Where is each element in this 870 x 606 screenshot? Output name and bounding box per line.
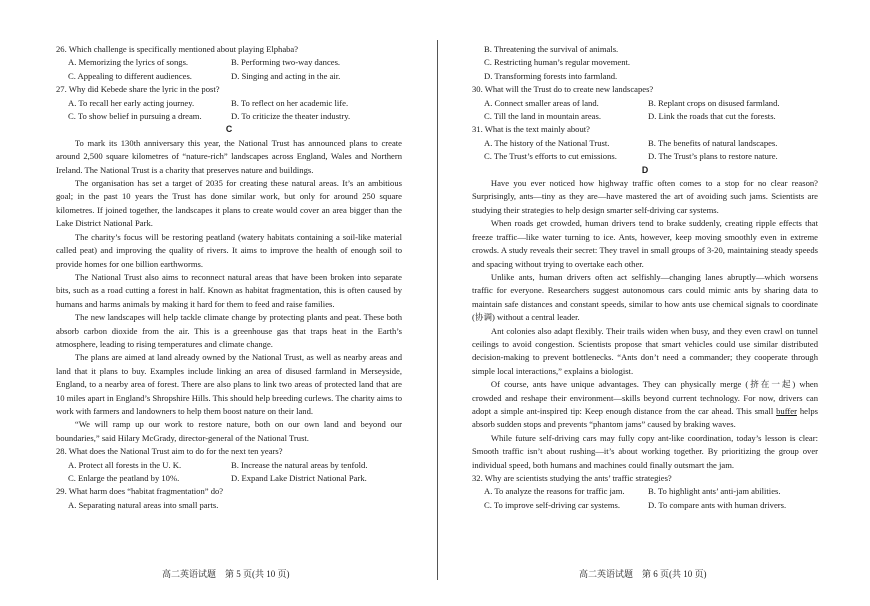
option-28-c: C. Enlarge the peatland by 10%.: [68, 473, 180, 483]
option-28-b: B. Increase the natural areas by tenfold.: [231, 459, 368, 470]
option-28-a: A. Protect all forests in the U. K.: [68, 459, 182, 470]
passage-d-paragraph-2: When roads get crowded, human drivers tend to brake suddenly, creating ripple effects that freeze traffic—like water turning to ice. Ants, however, keep moving smoothly even in extreme crowds. A study reveals their secret: They travel in small groups of 3-20, maintaining steady speeds and spacing without trying to overtake each other.: [472, 218, 818, 269]
passage-c-paragraph-6: The plans are aimed at land already owned by the National Trust, as well as nearby areas and land that it plans to buy. Examples include linking an area of disused farmland in Merseyside, England, to a nearby area of forest. There are also plans to link two areas of protected land that are 10 miles apart in England’s Shropshire Hills. This should help breeding curlews. The charity aims to work with farmers and landowners to help them boost nature on their land.: [56, 352, 402, 416]
passage-c-paragraph-1: To mark its 130th anniversary this year, the National Trust has announced plans to create around 2,500 square kilometres of “nature-rich” landscapes across England, Wales and Northern Ireland. The National Trust is a charity that preserves nature and buildings.: [56, 137, 402, 175]
question-27-options-row-2: [56, 110, 402, 123]
question-32-options-row-1: [472, 485, 818, 498]
question-31-options-row-1: [472, 137, 818, 150]
passage-d-paragraph-1: Have you ever noticed how highway traffic often comes to a stop for no clear reason? Surprisingly, ants—tiny as they are—have mastered the art of avoiding such jams. Scientists are studying their strategies to help design smarter self-driving car systems.: [472, 178, 818, 215]
question-29-stem: 29. What harm does “habitat fragmentation” do?: [56, 486, 224, 497]
question-30-options-row-1: [472, 97, 818, 110]
question-30-options-row-2: [472, 110, 818, 123]
question-29-option-d-row: [472, 70, 818, 83]
option-27-b: B. To reflect on her academic life.: [231, 97, 349, 108]
underlined-word-buffer: buffer: [776, 405, 797, 416]
option-31-a: A. The history of the National Trust.: [484, 137, 610, 148]
option-27-c: C. To show belief in pursuing a dream.: [68, 111, 202, 122]
option-30-a: A. Connect smaller areas of land.: [484, 97, 599, 108]
passage-c-paragraph-7: “We will ramp up our work to restore nature, both on our own land and beyond our boundaries,” said Hilary McGrady, director-general of the National Trust.: [56, 419, 402, 443]
section-label-c: C: [225, 124, 233, 135]
question-27-options-row-1: [56, 97, 402, 110]
option-29-d: D. Transforming forests into farmland.: [484, 70, 618, 81]
question-26-options-row-1: [56, 56, 402, 69]
option-29-b: B. Threatening the survival of animals.: [484, 44, 619, 54]
option-32-b: B. To highlight ants’ anti-jam abilities.: [648, 486, 781, 497]
option-27-d: D. To criticize the theater industry.: [231, 111, 351, 122]
question-27-stem: 27. Why did Kebede share the lyric in the post?: [56, 84, 220, 95]
question-32-stem: 32. Why are scientists studying the ants’ traffic strategies?: [472, 473, 672, 483]
option-26-c: C. Appealing to different audiences.: [68, 70, 192, 81]
question-29-option-b-row: [472, 43, 818, 56]
question-26-options-row-2: [56, 70, 402, 83]
question-26-stem: 26. Which challenge is specifically mentioned about playing Elphaba?: [56, 44, 299, 54]
option-30-b: B. Replant crops on disused farmland.: [648, 97, 780, 108]
right-page-column: [472, 43, 818, 512]
page-divider: [437, 40, 438, 580]
passage-c-paragraph-5: The new landscapes will help tackle climate change by protecting plants and peat. These both absorb carbon dioxide from the air. This is a greenhouse gas that traps heat in the Earth’s atmosphere, leading to rising temperatures and climate change.: [56, 312, 402, 349]
option-31-c: C. The Trust’s efforts to cut emissions.: [484, 151, 617, 162]
passage-c-paragraph-2: The organisation has set a target of 2035 for creating these natural areas. It’s an ambitious goal; in the past 10 years the Trust has done similar work, but only for around 250 square kilometres. If joined together, the landscapes it plans to create would cover an area bigger than the Lake District National Park.: [56, 178, 402, 229]
question-28-options-row-2: [56, 472, 402, 485]
option-29-a: A. Separating natural areas into small parts.: [68, 499, 219, 510]
passage-d-paragraph-5: [472, 378, 818, 432]
option-27-a: A. To recall her early acting journey.: [68, 97, 195, 108]
paragraph-5-text-before: Of course, ants have unique advantages. They can physically merge (挤在一起) when crowded and reshape their environment—skills beyond current technology. For now, drivers can adopt a simple ant-inspired tip: Keep enough distance from the car ahead. This small: [472, 379, 818, 416]
passage-c-paragraph-3: The charity’s focus will be restoring peatland (watery habitats containing a soil-like material called peat) and improving the quality of rivers. It aims to improve the health of enough soil to provide homes for one billion earthworms.: [56, 231, 402, 269]
option-32-a: A. To analyze the reasons for traffic jam.: [484, 486, 625, 497]
option-32-d: D. To compare ants with human drivers.: [648, 499, 787, 510]
passage-d-paragraph-4: Ant colonies also adapt flexibly. Their trails widen when busy, and they even crawl on tunnel ceilings to avoid congestion. Scientists propose that smart vehicles could use similar distributed decision-making to prevent bottlenecks. “Ants don’t need a commander; they cooperate through simple local interactions,” explains a biologist.: [472, 325, 818, 376]
option-26-b: B. Performing two-way dances.: [231, 57, 341, 68]
question-29-option-c-row: [472, 56, 818, 69]
option-26-a: A. Memorizing the lyrics of songs.: [68, 57, 189, 68]
option-26-d: D. Singing and acting in the air.: [231, 70, 341, 81]
section-label-d: D: [641, 164, 649, 175]
option-32-c: C. To improve self-driving car systems.: [484, 499, 621, 510]
question-30-stem: 30. What will the Trust do to create new landscapes?: [472, 84, 654, 95]
passage-d-paragraph-3: Unlike ants, human drivers often act selfishly—changing lanes abruptly—which worsens traffic for everyone. Researchers suggest autonomous cars could mimic ants by sharing data to maintain safe distances and constant speeds, similar to how ants use chemical signals to coordinate (协调) without a central leader.: [472, 271, 818, 323]
question-31-stem: 31. What is the text mainly about?: [472, 124, 590, 135]
question-32-options-row-2: [472, 499, 818, 512]
question-29-options-row-1: [56, 499, 402, 512]
left-page-column: [56, 43, 402, 512]
passage-d-paragraph-6: While future self-driving cars may fully copy ant-like coordination, today’s lesson is clear: Smooth traffic isn’t about rushing—it’s about working together. By prioritizing the group over individual speed, both humans and machines could finally outsmart the jam.: [472, 432, 818, 470]
question-31-options-row-2: [472, 150, 818, 163]
passage-c-paragraph-4: The National Trust also aims to reconnect natural areas that have been broken into separate bits, such as a road cutting a forest in half. Known as habitat fragmentation, this is often caused by humans and harms animals by making it hard for them to feed and raise families.: [56, 271, 402, 309]
option-29-c: C. Restricting human’s regular movement.: [484, 57, 631, 68]
option-30-c: C. Till the land in mountain areas.: [484, 111, 601, 122]
option-28-d: D. Expand Lake District National Park.: [231, 473, 367, 483]
question-28-options-row-1: [56, 459, 402, 472]
option-30-d: D. Link the roads that cut the forests.: [648, 111, 776, 122]
option-31-d: D. The Trust’s plans to restore nature.: [648, 151, 778, 162]
page-footer-left: 高二英语试题 第 5 页(共 10 页): [162, 569, 290, 579]
option-31-b: B. The benefits of natural landscapes.: [648, 137, 778, 148]
question-28-stem: 28. What does the National Trust aim to do for the next ten years?: [56, 446, 283, 457]
paragraph-5-text-after: helps absorb sudden stops and prevents “phantom jams” caused by braking waves.: [472, 405, 818, 430]
page-footer-right: 高二英语试题 第 6 页(共 10 页): [579, 569, 707, 579]
